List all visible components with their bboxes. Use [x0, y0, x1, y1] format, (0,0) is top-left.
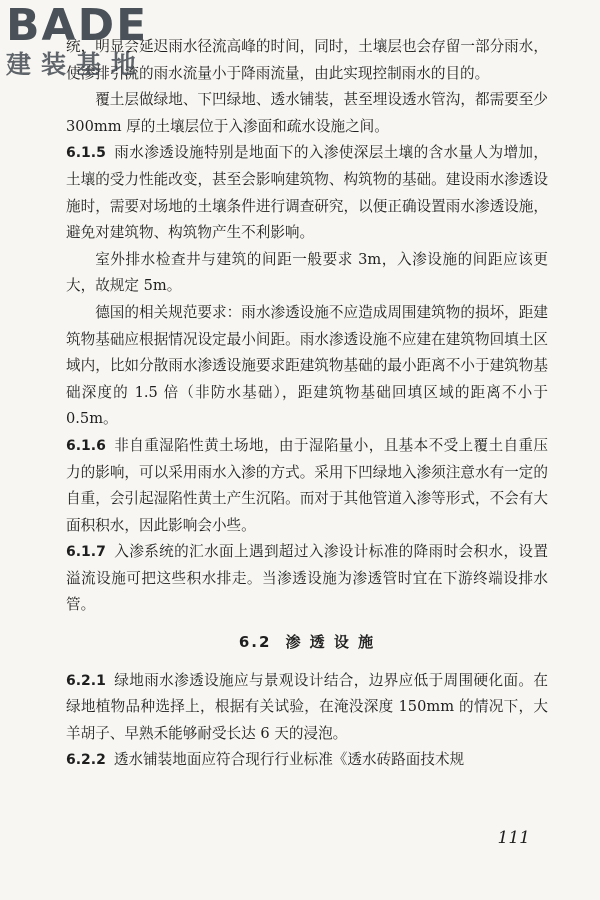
paragraph-text: 入渗系统的汇水面上遇到超过入渗设计标准的降雨时会积水，设置溢流设施可把这些积水排走。当渗透设施为渗透管时宜在下游终端设排水管。	[66, 543, 548, 614]
page-number: 111	[497, 828, 530, 848]
paragraph	[66, 247, 548, 300]
clause-number: 6.1.5	[66, 145, 106, 162]
clause-number: 6.2.1	[66, 672, 106, 689]
paragraph-text: 雨水渗透设施特别是地面下的入渗使深层土壤的含水量人为增加，土壤的受力性能改变，甚至会影响建筑物、构筑物的基础。建设雨水渗透设施时，需要对场地的土壤条件进行调查研究，以便正确设置雨水渗透设施，避免对建筑物、构筑物产生不利影响。	[66, 144, 548, 242]
paragraph-text: 透水铺装地面应符合现行行业标准《透水砖路面技术规	[113, 751, 465, 769]
clause-paragraph	[66, 747, 548, 774]
paragraph-text: 德国的相关规范要求：雨水渗透设施不应造成周围建筑物的损坏，距建筑物基础应根据情况设定最小间距。雨水渗透设施不应建在建筑物回填土区域内，比如分散雨水渗透设施要求距建筑物基础的最小距离不小于建筑物基础深度的 1.5 倍（非防水基础），距建筑物基础回填区域的距离不小于 0.5m。	[66, 303, 548, 428]
clause-number: 6.1.6	[66, 437, 106, 454]
section-heading	[66, 629, 548, 656]
clause-paragraph	[66, 433, 548, 539]
logo-chinese-text: 建装基地	[6, 50, 147, 79]
paragraph	[66, 34, 548, 87]
paragraph-text: 非自重湿陷性黄土场地，由于湿陷量小，且基本不受上覆土自重压力的影响，可以采用雨水入渗的方式。采用下凹绿地入渗须注意水有一定的自重，会引起湿陷性黄土产生沉陷。而对于其他管道入渗等形式，不会有大面积积水，因此影响会小些。	[66, 436, 548, 534]
paragraph-text: 绿地雨水渗透设施应与景观设计结合，边界应低于周围硬化面。在绿地植物品种选择上，根据有关试验，在淹没深度 150mm 的情况下，大羊胡子、早熟禾能够耐受长达 6 天的浸泡。	[66, 671, 548, 742]
paragraph-text: 覆土层做绿地、下凹绿地、透水铺装，甚至埋设透水管沟，都需要至少 300mm 厚的土壤层位于入渗面和疏水设施之间。	[66, 91, 548, 135]
clause-paragraph	[66, 140, 548, 246]
clause-number: 6.1.7	[66, 544, 106, 561]
clause-paragraph	[66, 668, 548, 748]
paragraph	[66, 300, 548, 433]
clause-number: 6.2.2	[66, 752, 106, 769]
paragraph-text: 统，明显会延迟雨水径流高峰的时间，同时，土壤层也会存留一部分雨水，使渗排引流的雨水流量小于降雨流量，由此实现控制雨水的目的。	[66, 38, 548, 82]
logo-brand-text: BADE	[6, 0, 149, 51]
clause-paragraph	[66, 539, 548, 619]
paragraph-text: 室外排水检查井与建筑的间距一般要求 3m，入渗设施的间距应该更大，故规定 5m。	[66, 250, 548, 295]
paragraph	[66, 87, 548, 140]
section-title: 渗 透 设 施	[285, 633, 376, 652]
body-text	[66, 34, 548, 774]
section-number: 6.2	[238, 633, 272, 652]
